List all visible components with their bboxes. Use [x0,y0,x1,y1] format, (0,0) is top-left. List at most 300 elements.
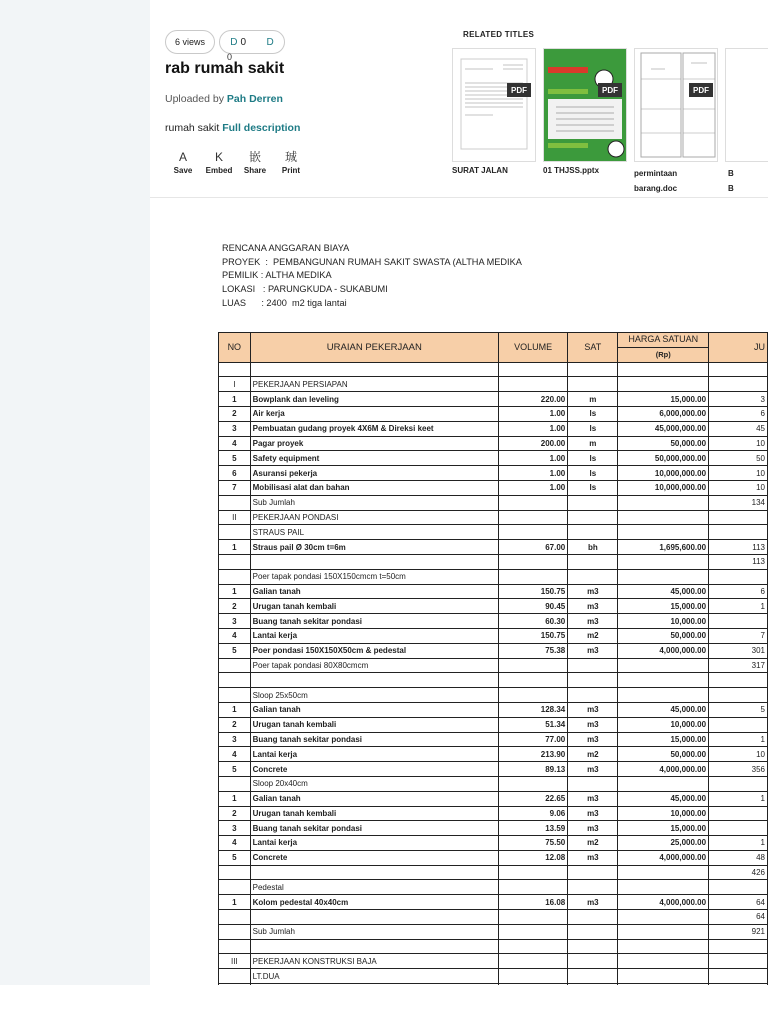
cell-jumlah [709,954,768,969]
cell-jumlah: 64 [709,910,768,925]
col-header-jumlah: JU [709,333,768,363]
table-row [219,762,768,777]
cell-harga: 15,000.00 [618,392,709,407]
table-row [219,495,768,510]
cell-volume [498,377,567,392]
cell-volume [498,688,567,703]
cell-harga: 50,000.00 [618,628,709,643]
cell-uraian: Straus pail Ø 30cm t=6m [250,540,498,555]
pdf-badge: PDF [507,83,531,97]
cell-volume [498,569,567,584]
cell-jumlah [709,673,768,688]
cell-harga [618,658,709,673]
related-title-4[interactable] [728,166,734,196]
cell-no [219,880,251,895]
related-thumbnail-2[interactable] [543,48,627,162]
full-description-link[interactable]: Full description [222,122,301,134]
table-row [219,939,768,954]
rab-project: PROYEK : PEMBANGUNAN RUMAH SAKIT SWASTA (ALTHA MEDIKA [222,256,522,267]
table-row [219,717,768,732]
cell-sat [568,525,618,540]
cell-harga: 4,000,000.00 [618,895,709,910]
print-button[interactable] [273,148,309,175]
cell-sat: ls [568,451,618,466]
description [165,122,300,134]
table-header-row [219,333,768,348]
cell-jumlah: 10 [709,747,768,762]
cell-volume [498,362,567,377]
cell-jumlah: 134 [709,495,768,510]
cell-no: 1 [219,392,251,407]
cell-uraian [250,673,498,688]
table-row [219,969,768,984]
col-header-uraian: URAIAN PEKERJAAN [250,333,498,363]
cell-no: 3 [219,732,251,747]
table-row [219,865,768,880]
cell-no [219,673,251,688]
cell-no: 6 [219,466,251,481]
cell-uraian: PEKERJAAN PONDASI [250,510,498,525]
cell-harga: 4,000,000.00 [618,762,709,777]
table-row [219,954,768,969]
cell-uraian: Sloop 20x40cm [250,776,498,791]
cell-volume: 13.59 [498,821,567,836]
cell-uraian: PEKERJAAN KONSTRUKSI BAJA [250,954,498,969]
cell-no [219,924,251,939]
cell-sat [568,658,618,673]
cell-harga: 10,000,000.00 [618,466,709,481]
cell-sat: ls [568,421,618,436]
cell-uraian: Lantai kerja [250,628,498,643]
related-thumbnail-3[interactable] [634,48,718,162]
document-preview-image [544,49,626,161]
cell-sat [568,510,618,525]
cell-jumlah: 921 [709,924,768,939]
cell-uraian: Poer pondasi 150X150X50cm & pedestal [250,643,498,658]
cell-harga: 45,000.00 [618,791,709,806]
cell-uraian: Galian tanah [250,584,498,599]
cell-jumlah: 7 [709,628,768,643]
col-header-sat: SAT [568,333,618,363]
cell-sat [568,776,618,791]
table-row [219,480,768,495]
uploaded-by [165,93,283,105]
cell-no: 5 [219,850,251,865]
cell-sat: ls [568,406,618,421]
cell-volume: 51.34 [498,717,567,732]
col-header-no: NO [219,333,251,363]
cell-harga: 4,000,000.00 [618,850,709,865]
cell-sat [568,362,618,377]
cell-uraian: Pembuatan gudang proyek 4X6M & Direksi keet [250,421,498,436]
cell-uraian [250,939,498,954]
cell-jumlah: 10 [709,466,768,481]
cell-harga: 50,000.00 [618,436,709,451]
cell-uraian: Mobilisasi alat dan bahan [250,480,498,495]
cell-uraian [250,362,498,377]
cell-jumlah [709,510,768,525]
cell-volume: 200.00 [498,436,567,451]
cell-volume [498,525,567,540]
related-thumbnail-4[interactable] [725,48,768,162]
cell-volume [498,924,567,939]
cell-uraian: Lantai kerja [250,836,498,851]
cell-sat [568,924,618,939]
cell-no: 2 [219,406,251,421]
cell-jumlah: 1 [709,732,768,747]
cell-uraian: Lantai kerja [250,747,498,762]
table-row [219,643,768,658]
page-footer-space [0,985,768,1024]
cell-harga: 15,000.00 [618,732,709,747]
cell-volume: 16.08 [498,895,567,910]
cell-no: 2 [219,806,251,821]
share-icon: 嵌 [248,150,261,164]
cell-sat: m3 [568,584,618,599]
related-title-1[interactable]: SURAT JALAN [452,166,508,175]
cell-sat [568,954,618,969]
cell-jumlah: 10 [709,436,768,451]
uploaded-prefix: Uploaded by [165,93,224,105]
cell-jumlah [709,688,768,703]
embed-label: Embed [205,166,233,175]
cell-no: 4 [219,628,251,643]
cell-jumlah: 6 [709,406,768,421]
cell-no [219,939,251,954]
cell-jumlah [709,569,768,584]
budget-table [218,332,768,999]
cell-harga [618,554,709,569]
cell-sat: m3 [568,895,618,910]
cell-jumlah [709,939,768,954]
cell-volume: 1.00 [498,480,567,495]
print-icon: 珹 [284,150,297,164]
cell-sat: m2 [568,628,618,643]
cell-no: 2 [219,599,251,614]
cell-no [219,776,251,791]
cell-no [219,865,251,880]
cell-harga: 45,000.00 [618,702,709,717]
related-title-3-line1: permintaan [634,169,678,178]
cell-harga [618,362,709,377]
cell-jumlah [709,776,768,791]
cell-jumlah: 5 [709,702,768,717]
cell-uraian [250,865,498,880]
cell-sat: m [568,392,618,407]
cell-sat [568,673,618,688]
cell-jumlah: 113 [709,540,768,555]
table-row [219,702,768,717]
table-row [219,747,768,762]
cell-no: 1 [219,702,251,717]
cell-jumlah: 426 [709,865,768,880]
cell-volume: 1.00 [498,466,567,481]
table-row [219,406,768,421]
col-header-harga: HARGA SATUAN [618,333,709,348]
table-row [219,821,768,836]
cell-volume: 9.06 [498,806,567,821]
related-title-2[interactable]: 01 THJSS.pptx [543,166,600,175]
cell-jumlah [709,377,768,392]
description-text: rumah sakit [165,122,220,134]
cell-volume [498,495,567,510]
cell-harga: 10,000.00 [618,717,709,732]
table-row [219,392,768,407]
related-title-3[interactable] [634,166,677,196]
cell-sat: m2 [568,836,618,851]
table-row [219,377,768,392]
cell-uraian: Concrete [250,762,498,777]
upvote-count: 0 [240,36,247,48]
cell-uraian [250,910,498,925]
cell-harga: 50,000.00 [618,747,709,762]
cell-sat [568,939,618,954]
cell-jumlah: 113 [709,554,768,569]
table-row [219,599,768,614]
cell-sat: m [568,436,618,451]
share-label: Share [243,166,267,175]
cell-sat: m3 [568,702,618,717]
cell-volume [498,954,567,969]
rab-location: LOKASI : PARUNGKUDA - SUKABUMI [222,284,388,295]
table-row [219,732,768,747]
cell-uraian: Pagar proyek [250,436,498,451]
cell-uraian: STRAUS PAIL [250,525,498,540]
cell-sat [568,910,618,925]
related-title-4-line2: B [728,184,734,193]
cell-volume: 150.75 [498,584,567,599]
cell-uraian: Kolom pedestal 40x40cm [250,895,498,910]
table-row [219,510,768,525]
cell-jumlah: 3 [709,392,768,407]
cell-jumlah: 1 [709,599,768,614]
cell-harga [618,954,709,969]
cell-no: 3 [219,821,251,836]
cell-uraian: Urugan tanah kembali [250,599,498,614]
cell-no: II [219,510,251,525]
cell-harga: 10,000.00 [618,806,709,821]
downvote-button[interactable] [267,37,274,48]
cell-harga [618,969,709,984]
cell-volume [498,910,567,925]
cell-uraian: Sub Jumlah [250,495,498,510]
table-row [219,540,768,555]
cell-sat: m3 [568,791,618,806]
action-bar [165,148,309,175]
cell-no: 1 [219,540,251,555]
cell-no [219,495,251,510]
cell-volume [498,776,567,791]
cell-harga [618,377,709,392]
cell-harga [618,673,709,688]
cell-volume: 128.34 [498,702,567,717]
cell-sat [568,969,618,984]
cell-uraian: Sub Jumlah [250,924,498,939]
cell-sat [568,880,618,895]
cell-volume: 75.50 [498,836,567,851]
cell-jumlah: 45 [709,421,768,436]
document-preview-image [453,49,535,161]
cell-no [219,362,251,377]
cell-volume [498,865,567,880]
cell-no [219,910,251,925]
cell-volume: 1.00 [498,421,567,436]
cell-uraian: Sloop 25x50cm [250,688,498,703]
cell-no: 4 [219,747,251,762]
cell-jumlah: 64 [709,895,768,910]
cell-volume [498,658,567,673]
cell-volume: 60.30 [498,614,567,629]
views-count-label: 6 views [174,37,205,47]
cell-harga [618,569,709,584]
budget-sheet [218,332,768,999]
cell-harga: 45,000,000.00 [618,421,709,436]
cell-jumlah [709,806,768,821]
vote-pill [219,30,285,54]
cell-jumlah: 317 [709,658,768,673]
cell-harga [618,924,709,939]
cell-sat [568,554,618,569]
related-titles-heading: RELATED TITLES [463,30,535,39]
table-row [219,421,768,436]
cell-jumlah [709,525,768,540]
cell-sat: m3 [568,806,618,821]
cell-volume: 12.08 [498,850,567,865]
cell-volume [498,673,567,688]
cell-volume: 90.45 [498,599,567,614]
cell-harga [618,865,709,880]
cell-no: 3 [219,421,251,436]
cell-harga: 50,000,000.00 [618,451,709,466]
table-row [219,451,768,466]
cell-harga [618,939,709,954]
cell-sat [568,569,618,584]
cell-harga [618,688,709,703]
cell-jumlah [709,880,768,895]
cell-jumlah [709,717,768,732]
cell-volume [498,969,567,984]
cell-jumlah: 50 [709,451,768,466]
cell-uraian: Buang tanah sekitar pondasi [250,821,498,836]
cell-no: 7 [219,480,251,495]
cell-uraian: Pedestal [250,880,498,895]
col-header-volume: VOLUME [498,333,567,363]
cell-volume: 1.00 [498,451,567,466]
cell-sat: m3 [568,850,618,865]
cell-no: 5 [219,762,251,777]
cell-sat [568,377,618,392]
table-row [219,628,768,643]
embed-button[interactable] [201,148,237,175]
cell-volume [498,939,567,954]
cell-no: 4 [219,436,251,451]
print-label: Print [281,166,301,175]
cell-uraian: Asuransi pekerja [250,466,498,481]
cell-uraian: Galian tanah [250,791,498,806]
cell-harga [618,910,709,925]
cell-sat: ls [568,480,618,495]
downvote-count: 0 [227,52,233,62]
cell-sat [568,495,618,510]
cell-sat [568,688,618,703]
cell-uraian: Bowplank dan leveling [250,392,498,407]
cell-harga [618,495,709,510]
cell-uraian: Buang tanah sekitar pondasi [250,614,498,629]
cell-harga: 15,000.00 [618,821,709,836]
cell-sat: m2 [568,747,618,762]
save-button[interactable] [165,148,201,175]
cell-no: 4 [219,836,251,851]
table-row [219,658,768,673]
cell-volume: 77.00 [498,732,567,747]
cell-harga: 15,000.00 [618,599,709,614]
table-row [219,836,768,851]
document-title: rab rumah sakit [165,60,285,77]
rab-heading-block [222,242,522,311]
cell-no: 1 [219,895,251,910]
table-row [219,791,768,806]
cell-uraian: Galian tanah [250,702,498,717]
cell-volume: 75.38 [498,643,567,658]
cell-uraian: LT.DUA [250,969,498,984]
table-row [219,554,768,569]
cell-jumlah: 356 [709,762,768,777]
cell-sat: m3 [568,643,618,658]
cell-no: 5 [219,451,251,466]
table-row [219,584,768,599]
cell-no: 1 [219,791,251,806]
table-row [219,880,768,895]
left-sidebar [0,0,150,985]
cell-no: I [219,377,251,392]
cell-sat: m3 [568,821,618,836]
table-row [219,673,768,688]
uploader-link[interactable]: Pah Derren [226,93,283,105]
cell-harga: 25,000.00 [618,836,709,851]
cell-jumlah: 6 [709,584,768,599]
cell-harga [618,776,709,791]
share-button[interactable] [237,148,273,175]
related-thumbnail-1[interactable] [452,48,536,162]
table-row [219,436,768,451]
thumbs-up-icon: D [230,36,238,48]
cell-no: 1 [219,584,251,599]
cell-jumlah: 1 [709,791,768,806]
upvote-button[interactable] [230,37,246,48]
table-row [219,850,768,865]
cell-no [219,688,251,703]
cell-jumlah: 48 [709,850,768,865]
rab-title: RENCANA ANGGARAN BIAYA [222,243,350,253]
rab-owner: PEMILIK : ALTHA MEDIKA [222,270,332,281]
cell-sat: ls [568,466,618,481]
cell-uraian: Safety equipment [250,451,498,466]
table-row [219,569,768,584]
related-title-4-line1: B [728,169,734,178]
table-row [219,910,768,925]
cell-uraian: PEKERJAAN PERSIAPAN [250,377,498,392]
table-row [219,614,768,629]
cell-jumlah: 301 [709,643,768,658]
embed-icon: K [214,150,223,164]
cell-harga: 10,000,000.00 [618,480,709,495]
cell-uraian: Poer tapak pondasi 150X150cmcm t=50cm [250,569,498,584]
cell-volume: 89.13 [498,762,567,777]
cell-volume: 22.65 [498,791,567,806]
cell-volume: 220.00 [498,392,567,407]
table-row [219,924,768,939]
cell-no [219,554,251,569]
